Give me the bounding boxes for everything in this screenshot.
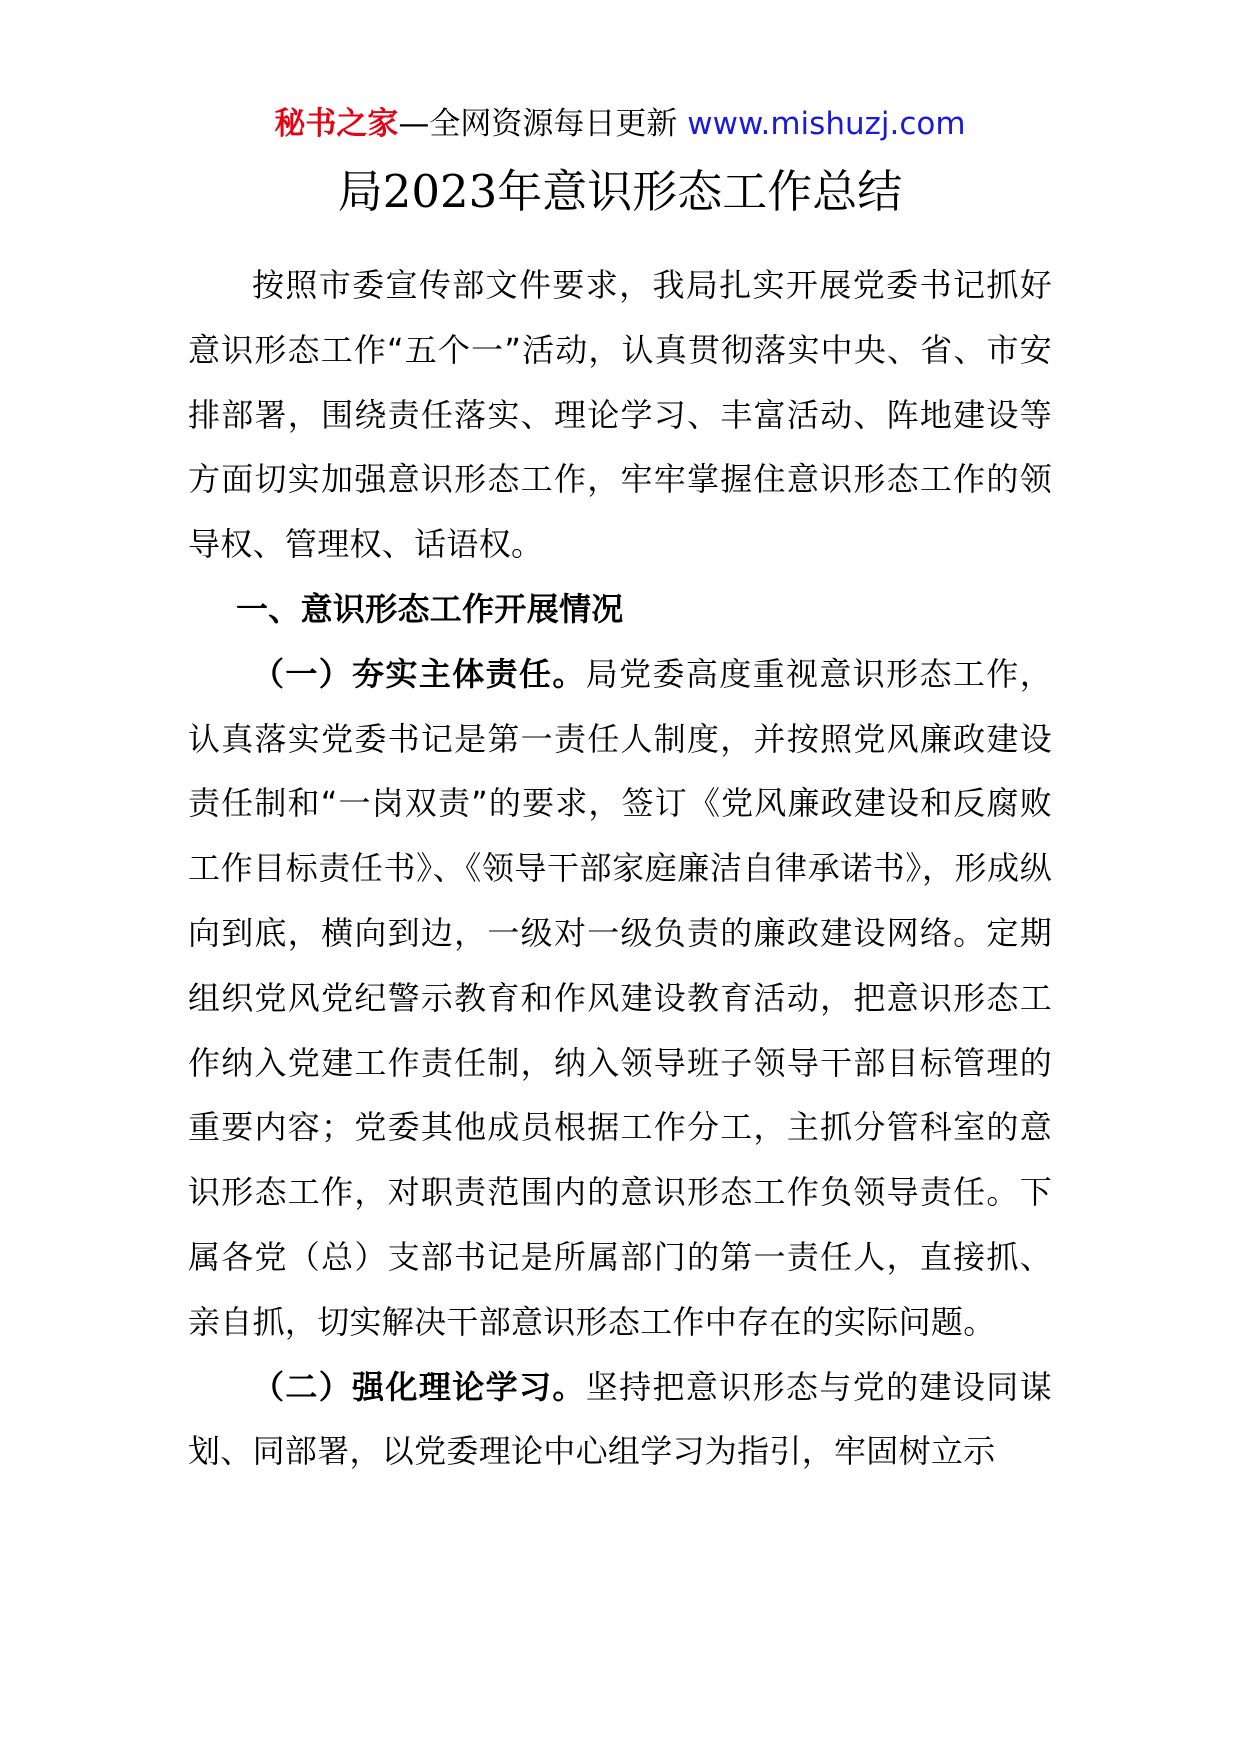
document-body [188,253,1052,1484]
subsection-1-paragraph [188,642,1052,1355]
subsection-1-body: 局党委高度重视意识形态工作，认真落实党委书记是第一责任人制度，并按照党风廉政建设责任制和“一岗双责”的要求，签订《党风廉政建设和反腐败工作目标责任书》、《领导干部家庭廉洁自律承诺书》，形成纵向到底，横向到边，一级对一级负责的廉政建设网络。定期组织党风党纪警示教育和作风建设教育活动，把意识形态工作纳入党建工作责任制，纳入领导班子领导干部目标管理的重要内容；党委其他成员根据工作分工，主抓分管科室的意识形态工作，对职责范围内的意识形态工作负领导责任。下属各党（总）支部书记是所属部门的第一责任人，直接抓、亲自抓，切实解决干部意识形态工作中存在的实际问题。 [188,654,1052,1341]
subsection-2-paragraph [188,1355,1052,1485]
brand-url[interactable]: www.mishuzj.com [687,106,966,142]
intro-paragraph: 按照市委宣传部文件要求，我局扎实开展党委书记抓好意识形态工作“五个一”活动，认真贯彻落实中央、省、市安排部署，围绕责任落实、理论学习、丰富活动、阵地建设等方面切实加强意识形态工作，牢牢掌握住意识形态工作的领导权、管理权、话语权。 [188,266,1052,564]
watermark-header [0,100,1240,148]
subsection-2-title: （二）强化理论学习。 [252,1367,586,1406]
subsection-1-title: （一）夯实主体责任。 [252,654,586,693]
brand-tagline: —全网资源每日更新 [398,106,688,142]
subsection-2-body: 坚持把意识形态与党的建设同谋划、同部署，以党委理论中心组学习为指引，牢固树立示 [188,1367,1052,1471]
brand-name: 秘书之家 [274,106,399,142]
document-title: 局2023年意识形态工作总结 [337,165,903,218]
section-heading: 一、意识形态工作开展情况 [236,589,624,628]
